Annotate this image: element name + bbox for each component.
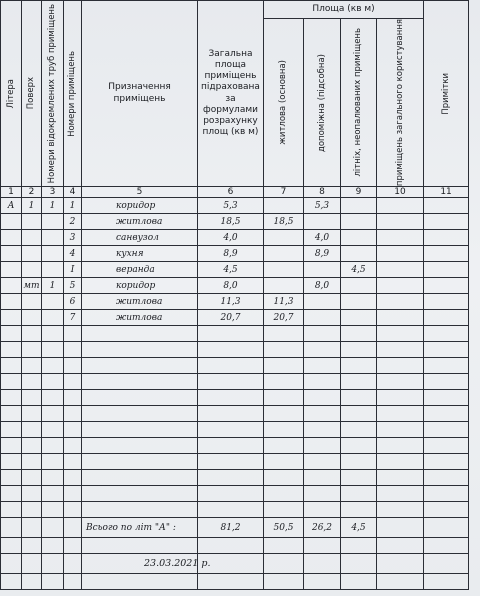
table-row bbox=[1, 198, 469, 214]
empty-cell bbox=[341, 342, 377, 358]
empty-row bbox=[1, 502, 469, 518]
cell-floor: мт bbox=[22, 278, 42, 294]
empty-cell bbox=[424, 454, 469, 470]
col-num: 3 bbox=[42, 187, 64, 198]
empty-cell bbox=[22, 470, 42, 486]
cell-living-area bbox=[264, 278, 304, 294]
col-num: 9 bbox=[341, 187, 377, 198]
empty-cell bbox=[424, 358, 469, 374]
cell-living-area bbox=[264, 198, 304, 214]
cell-auxiliary-area: 8,0 bbox=[304, 278, 341, 294]
empty-cell bbox=[82, 374, 198, 390]
empty-cell bbox=[304, 342, 341, 358]
empty-cell bbox=[42, 374, 64, 390]
empty-cell bbox=[264, 486, 304, 502]
empty-cell bbox=[304, 358, 341, 374]
empty-cell bbox=[264, 422, 304, 438]
empty-cell bbox=[42, 406, 64, 422]
cell-room-number: 4 bbox=[64, 246, 82, 262]
cell-notes bbox=[424, 230, 469, 246]
empty-cell bbox=[377, 374, 424, 390]
empty-cell bbox=[264, 438, 304, 454]
empty-cell bbox=[424, 502, 469, 518]
empty-cell bbox=[264, 358, 304, 374]
empty-cell bbox=[304, 502, 341, 518]
cell-room-number: I bbox=[64, 262, 82, 278]
cell-notes bbox=[424, 246, 469, 262]
empty-cell bbox=[377, 422, 424, 438]
empty-cell bbox=[64, 374, 82, 390]
cell-living-area: 18,5 bbox=[264, 214, 304, 230]
empty-cell bbox=[341, 390, 377, 406]
empty-cell bbox=[42, 342, 64, 358]
empty-cell bbox=[341, 438, 377, 454]
empty-cell bbox=[424, 342, 469, 358]
empty-cell bbox=[198, 454, 264, 470]
empty-cell bbox=[341, 406, 377, 422]
cell-floor: 1 bbox=[22, 198, 42, 214]
empty-cell bbox=[1, 374, 22, 390]
empty-cell bbox=[42, 470, 64, 486]
empty-cell bbox=[64, 390, 82, 406]
empty-cell bbox=[1, 502, 22, 518]
empty-cell bbox=[22, 326, 42, 342]
empty-cell bbox=[64, 406, 82, 422]
empty-row bbox=[1, 406, 469, 422]
empty-cell bbox=[424, 326, 469, 342]
empty-cell bbox=[424, 406, 469, 422]
cell-flue bbox=[42, 230, 64, 246]
empty-cell bbox=[304, 470, 341, 486]
cell-flue bbox=[42, 294, 64, 310]
cell-living-area bbox=[264, 262, 304, 278]
cell-summer-area bbox=[341, 214, 377, 230]
empty-row bbox=[1, 342, 469, 358]
cell-total-area: 8,0 bbox=[198, 278, 264, 294]
empty-cell bbox=[22, 358, 42, 374]
cell-common-area bbox=[377, 214, 424, 230]
table-row bbox=[1, 294, 469, 310]
cell-floor bbox=[22, 294, 42, 310]
cell-flue: 1 bbox=[42, 278, 64, 294]
totals-row bbox=[1, 518, 469, 538]
header-floor bbox=[22, 1, 42, 187]
cell-living-area: 11,3 bbox=[264, 294, 304, 310]
cell-room-number: 5 bbox=[64, 278, 82, 294]
cell-total-area: 5,3 bbox=[198, 198, 264, 214]
cell-notes bbox=[424, 262, 469, 278]
cell-flue: 1 bbox=[42, 198, 64, 214]
empty-cell bbox=[82, 358, 198, 374]
header-litera bbox=[1, 1, 22, 187]
empty-cell bbox=[424, 374, 469, 390]
date-text: 23.03.2021 р. bbox=[82, 554, 198, 574]
col-num: 2 bbox=[22, 187, 42, 198]
empty-cell bbox=[264, 390, 304, 406]
cell-flue bbox=[42, 214, 64, 230]
empty-cell bbox=[377, 390, 424, 406]
cell-room-number: 7 bbox=[64, 310, 82, 326]
empty-cell bbox=[64, 502, 82, 518]
empty-cell bbox=[1, 326, 22, 342]
col-num: 10 bbox=[377, 187, 424, 198]
empty-cell bbox=[304, 406, 341, 422]
header-summer-text: літніх, неопалюваних приміщень bbox=[353, 28, 364, 177]
cell-litera bbox=[1, 294, 22, 310]
cell-living-area bbox=[264, 230, 304, 246]
empty-cell bbox=[377, 326, 424, 342]
empty-cell bbox=[264, 406, 304, 422]
cell-purpose: коридор bbox=[82, 198, 198, 214]
cell-common-area bbox=[377, 294, 424, 310]
empty-cell bbox=[341, 358, 377, 374]
empty-cell bbox=[22, 406, 42, 422]
empty-cell bbox=[264, 470, 304, 486]
cell-litera: А bbox=[1, 198, 22, 214]
empty-cell bbox=[198, 342, 264, 358]
empty-row bbox=[1, 374, 469, 390]
empty-cell bbox=[82, 486, 198, 502]
table-row bbox=[1, 230, 469, 246]
cell-flue bbox=[42, 310, 64, 326]
empty-cell bbox=[42, 438, 64, 454]
cell-notes bbox=[424, 198, 469, 214]
cell-flue bbox=[42, 246, 64, 262]
empty-cell bbox=[64, 486, 82, 502]
cell-purpose: кухня bbox=[82, 246, 198, 262]
cell-total-area: 18,5 bbox=[198, 214, 264, 230]
cell-living-area bbox=[264, 246, 304, 262]
cell-summer-area bbox=[341, 278, 377, 294]
cell-purpose: коридор bbox=[82, 278, 198, 294]
empty-cell bbox=[42, 454, 64, 470]
empty-cell bbox=[22, 486, 42, 502]
empty-cell bbox=[304, 454, 341, 470]
header-litera-text: Літера bbox=[5, 78, 16, 109]
col-num: 5 bbox=[82, 187, 198, 198]
empty-cell bbox=[64, 454, 82, 470]
empty-cell bbox=[264, 342, 304, 358]
empty-cell bbox=[82, 454, 198, 470]
empty-cell bbox=[22, 390, 42, 406]
header-notes-text: Примітки bbox=[440, 72, 451, 115]
header-area-group-text: Площа (кв м) bbox=[312, 3, 375, 14]
empty-cell bbox=[64, 470, 82, 486]
empty-cell bbox=[1, 470, 22, 486]
empty-cell bbox=[264, 502, 304, 518]
cell-floor bbox=[22, 310, 42, 326]
empty-cell bbox=[1, 454, 22, 470]
cell-auxiliary-area: 8,9 bbox=[304, 246, 341, 262]
empty-cell bbox=[1, 358, 22, 374]
cell-litera bbox=[1, 214, 22, 230]
col-num: 8 bbox=[304, 187, 341, 198]
empty-cell bbox=[22, 374, 42, 390]
empty-cell bbox=[304, 374, 341, 390]
cell-purpose: житлова bbox=[82, 310, 198, 326]
col-num: 6 bbox=[198, 187, 264, 198]
empty-cell bbox=[377, 486, 424, 502]
empty-cell bbox=[198, 406, 264, 422]
empty-cell bbox=[198, 438, 264, 454]
cell-floor bbox=[22, 246, 42, 262]
empty-cell bbox=[377, 454, 424, 470]
header-summer bbox=[341, 19, 377, 187]
header-total-area bbox=[198, 1, 264, 187]
empty-cell bbox=[198, 422, 264, 438]
cell-auxiliary-area bbox=[304, 262, 341, 278]
empty-row bbox=[1, 454, 469, 470]
empty-cell bbox=[341, 326, 377, 342]
header-room-text: Номери приміщень bbox=[67, 50, 78, 137]
empty-cell bbox=[198, 486, 264, 502]
cell-notes bbox=[424, 278, 469, 294]
cell-common-area bbox=[377, 198, 424, 214]
cell-summer-area bbox=[341, 198, 377, 214]
cell-common-area bbox=[377, 230, 424, 246]
header-flue-numbers bbox=[42, 1, 64, 187]
empty-cell bbox=[341, 454, 377, 470]
header-auxiliary-text: допоміжна (підсобна) bbox=[316, 53, 327, 152]
spacer-row bbox=[1, 538, 469, 554]
cell-room-number: 6 bbox=[64, 294, 82, 310]
empty-cell bbox=[198, 374, 264, 390]
empty-cell bbox=[377, 342, 424, 358]
empty-cell bbox=[424, 470, 469, 486]
empty-cell bbox=[64, 326, 82, 342]
empty-cell bbox=[82, 502, 198, 518]
empty-cell bbox=[42, 390, 64, 406]
cell-room-number: 2 bbox=[64, 214, 82, 230]
empty-cell bbox=[341, 502, 377, 518]
cell-auxiliary-area: 5,3 bbox=[304, 198, 341, 214]
table-row bbox=[1, 246, 469, 262]
header-common-text: приміщень загального користування bbox=[394, 19, 405, 187]
empty-cell bbox=[424, 390, 469, 406]
table-row bbox=[1, 214, 469, 230]
header-floor-text: Поверх bbox=[26, 77, 37, 110]
cell-summer-area: 4,5 bbox=[341, 262, 377, 278]
cell-purpose: житлова bbox=[82, 294, 198, 310]
bottom-row bbox=[1, 574, 469, 590]
cell-floor bbox=[22, 262, 42, 278]
empty-cell bbox=[64, 342, 82, 358]
empty-cell bbox=[198, 470, 264, 486]
empty-cell bbox=[304, 326, 341, 342]
cell-summer-area bbox=[341, 246, 377, 262]
cell-total-area: 4,0 bbox=[198, 230, 264, 246]
empty-cell bbox=[304, 422, 341, 438]
empty-cell bbox=[82, 422, 198, 438]
header-room-numbers bbox=[64, 1, 82, 187]
col-num: 4 bbox=[64, 187, 82, 198]
col-num: 7 bbox=[264, 187, 304, 198]
cell-litera bbox=[1, 246, 22, 262]
header-total-area-text: Загальна площа приміщень підрахована за формулами розрахунку площ (кв м) bbox=[201, 48, 260, 138]
empty-row bbox=[1, 326, 469, 342]
cell-floor bbox=[22, 214, 42, 230]
empty-cell bbox=[22, 438, 42, 454]
cell-summer-area bbox=[341, 230, 377, 246]
cell-total-area: 20,7 bbox=[198, 310, 264, 326]
totals-living-area: 50,5 bbox=[264, 518, 304, 538]
cell-litera bbox=[1, 230, 22, 246]
empty-cell bbox=[198, 358, 264, 374]
empty-cell bbox=[198, 390, 264, 406]
cell-total-area: 4,5 bbox=[198, 262, 264, 278]
empty-cell bbox=[64, 438, 82, 454]
header-purpose-text: Призначення приміщень bbox=[108, 82, 171, 104]
cell-auxiliary-area bbox=[304, 214, 341, 230]
empty-cell bbox=[42, 326, 64, 342]
empty-cell bbox=[82, 406, 198, 422]
cell-purpose: санвузол bbox=[82, 230, 198, 246]
cell-auxiliary-area bbox=[304, 294, 341, 310]
totals-summer-area: 4,5 bbox=[341, 518, 377, 538]
empty-cell bbox=[264, 326, 304, 342]
header-common bbox=[377, 19, 424, 187]
totals-auxiliary-area: 26,2 bbox=[304, 518, 341, 538]
empty-cell bbox=[1, 390, 22, 406]
empty-cell bbox=[1, 438, 22, 454]
cell-notes bbox=[424, 214, 469, 230]
empty-cell bbox=[22, 502, 42, 518]
empty-cell bbox=[377, 358, 424, 374]
empty-cell bbox=[1, 342, 22, 358]
empty-row bbox=[1, 470, 469, 486]
empty-cell bbox=[42, 422, 64, 438]
empty-cell bbox=[377, 438, 424, 454]
empty-cell bbox=[42, 486, 64, 502]
empty-row bbox=[1, 358, 469, 374]
empty-cell bbox=[22, 342, 42, 358]
header-area-group bbox=[264, 1, 424, 19]
totals-label: Всього по літ "А" : bbox=[82, 518, 198, 538]
cell-room-number: 3 bbox=[64, 230, 82, 246]
cell-notes bbox=[424, 310, 469, 326]
header-purpose bbox=[82, 1, 198, 187]
empty-cell bbox=[424, 438, 469, 454]
empty-cell bbox=[82, 470, 198, 486]
table-row bbox=[1, 278, 469, 294]
cell-common-area bbox=[377, 246, 424, 262]
cell-notes bbox=[424, 294, 469, 310]
empty-cell bbox=[82, 342, 198, 358]
empty-cell bbox=[341, 486, 377, 502]
empty-cell bbox=[377, 502, 424, 518]
cell-common-area bbox=[377, 278, 424, 294]
cell-summer-area bbox=[341, 310, 377, 326]
cell-litera bbox=[1, 262, 22, 278]
empty-cell bbox=[377, 406, 424, 422]
empty-cell bbox=[341, 374, 377, 390]
empty-cell bbox=[304, 390, 341, 406]
table-row bbox=[1, 262, 469, 278]
empty-cell bbox=[1, 486, 22, 502]
empty-row bbox=[1, 486, 469, 502]
cell-litera bbox=[1, 310, 22, 326]
header-notes bbox=[424, 1, 469, 187]
cell-total-area: 8,9 bbox=[198, 246, 264, 262]
empty-cell bbox=[64, 422, 82, 438]
header-auxiliary bbox=[304, 19, 341, 187]
cell-living-area: 20,7 bbox=[264, 310, 304, 326]
empty-cell bbox=[424, 422, 469, 438]
empty-cell bbox=[304, 486, 341, 502]
empty-cell bbox=[377, 470, 424, 486]
empty-row bbox=[1, 390, 469, 406]
totals-total-area: 81,2 bbox=[198, 518, 264, 538]
cell-flue bbox=[42, 262, 64, 278]
empty-cell bbox=[64, 358, 82, 374]
empty-cell bbox=[341, 422, 377, 438]
cell-purpose: житлова bbox=[82, 214, 198, 230]
cell-common-area bbox=[377, 262, 424, 278]
empty-cell bbox=[1, 422, 22, 438]
empty-cell bbox=[198, 502, 264, 518]
date-row bbox=[1, 554, 469, 574]
empty-cell bbox=[264, 374, 304, 390]
cell-purpose: веранда bbox=[82, 262, 198, 278]
empty-cell bbox=[22, 454, 42, 470]
column-number-row bbox=[1, 187, 469, 198]
empty-cell bbox=[341, 470, 377, 486]
cell-common-area bbox=[377, 310, 424, 326]
col-num: 11 bbox=[424, 187, 469, 198]
header-living bbox=[264, 19, 304, 187]
empty-cell bbox=[424, 486, 469, 502]
table-row bbox=[1, 310, 469, 326]
empty-cell bbox=[82, 326, 198, 342]
cell-litera bbox=[1, 278, 22, 294]
header-living-text: житлова (основна) bbox=[278, 60, 289, 145]
cell-summer-area bbox=[341, 294, 377, 310]
empty-cell bbox=[304, 438, 341, 454]
empty-cell bbox=[82, 390, 198, 406]
header-flue-text: Номери вiдокремлених труб приміщень bbox=[47, 3, 58, 184]
cell-total-area: 11,3 bbox=[198, 294, 264, 310]
col-num: 1 bbox=[1, 187, 22, 198]
cell-floor bbox=[22, 230, 42, 246]
empty-cell bbox=[198, 326, 264, 342]
empty-cell bbox=[42, 502, 64, 518]
empty-cell bbox=[42, 358, 64, 374]
cell-auxiliary-area bbox=[304, 310, 341, 326]
empty-cell bbox=[22, 422, 42, 438]
cell-room-number: 1 bbox=[64, 198, 82, 214]
empty-cell bbox=[264, 454, 304, 470]
empty-cell bbox=[82, 438, 198, 454]
empty-row bbox=[1, 422, 469, 438]
empty-cell bbox=[1, 406, 22, 422]
cell-auxiliary-area: 4,0 bbox=[304, 230, 341, 246]
empty-row bbox=[1, 438, 469, 454]
